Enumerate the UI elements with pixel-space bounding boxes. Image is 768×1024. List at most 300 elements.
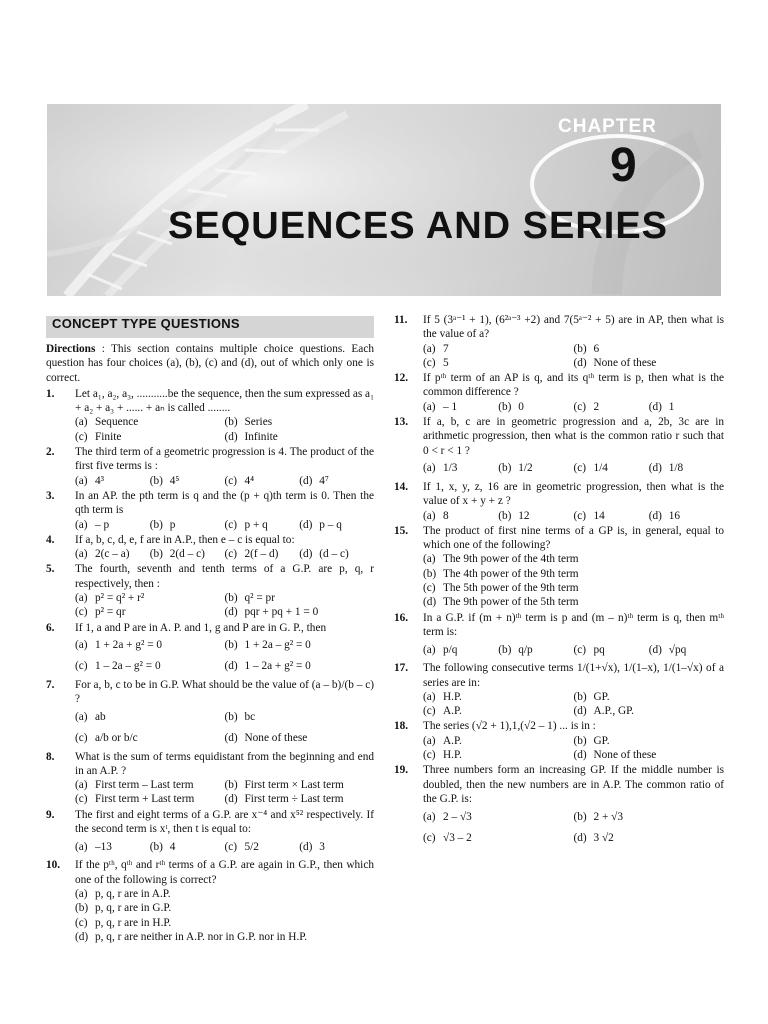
option — [75, 707, 225, 728]
option — [299, 547, 374, 561]
question-text: Three numbers form an increasing GP. If the middle number is doubled, then the new numbers are in A.P. The common ratio of the G.P. is: — [423, 764, 724, 805]
option-letter: (c) — [75, 430, 88, 443]
question — [394, 763, 724, 848]
option-letter: (d) — [224, 660, 238, 673]
option — [150, 474, 225, 488]
option-letter: (d) — [573, 749, 587, 762]
option-letter: (c) — [573, 462, 587, 475]
option-letter: (b) — [573, 690, 587, 703]
option-letter: (d) — [648, 509, 662, 522]
option-text: 2 – √3 — [443, 810, 472, 823]
option — [423, 827, 574, 848]
option-list — [75, 415, 374, 444]
question — [394, 313, 724, 370]
option — [75, 930, 374, 944]
option-letter: (a) — [423, 553, 436, 566]
option-text: 4⁷ — [319, 474, 329, 487]
left-question-list — [46, 387, 374, 944]
option-letter: (d) — [648, 400, 662, 413]
option — [649, 458, 724, 479]
option — [225, 591, 375, 605]
option-letter: (d) — [224, 430, 238, 443]
option — [75, 778, 225, 792]
option-letter: (b) — [224, 779, 238, 792]
question-text: If the pᵗʰ, qᵗʰ and rᵗʰ terms of a G.P. are again in G.P., then which one of the following is correct? — [75, 859, 374, 886]
option-text: Infinite — [244, 430, 278, 443]
section-heading: CONCEPT TYPE QUESTIONS — [46, 316, 374, 338]
option-letter: (c) — [423, 749, 436, 762]
option-list — [423, 639, 724, 660]
option — [75, 916, 374, 930]
question-number: 18. — [394, 720, 409, 733]
option — [75, 547, 150, 561]
option-list — [423, 509, 724, 523]
option-letter: (c) — [423, 831, 436, 844]
question-text: The first and eight terms of a G.P. are x⁻⁴ and x⁵² respectively. If the second term is xᵗ, then t is equal to: — [75, 808, 374, 836]
option — [574, 704, 725, 718]
option-letter: (b) — [498, 643, 512, 656]
question-number: 3. — [46, 489, 55, 502]
question — [46, 750, 374, 807]
option-list — [75, 547, 374, 561]
option — [75, 728, 225, 749]
option-letter: (a) — [75, 548, 88, 561]
question-text: In an AP. the pth term is q and the (p + q)th term is 0. Then the qth term is — [75, 489, 374, 517]
option-text: – p — [95, 518, 110, 531]
option-text: (d – c) — [319, 548, 349, 561]
option-letter: (a) — [423, 734, 436, 747]
option-letter: (c) — [573, 509, 587, 522]
option — [75, 474, 150, 488]
option-letter: (a) — [75, 518, 88, 531]
option — [574, 806, 725, 827]
option — [75, 415, 225, 429]
question — [46, 445, 374, 488]
chapter-number: 9 — [610, 139, 637, 192]
option — [225, 518, 300, 532]
question — [394, 371, 724, 414]
option-text: p + q — [244, 518, 268, 531]
option — [498, 458, 573, 479]
option — [574, 458, 649, 479]
option-letter: (b) — [149, 518, 163, 531]
option-text: p – q — [319, 518, 342, 531]
option — [75, 591, 225, 605]
option-letter: (b) — [149, 474, 163, 487]
option-letter: (a) — [75, 592, 88, 605]
option-text: 3 √2 — [593, 831, 614, 844]
option-text: p — [169, 518, 176, 531]
option-text: GP. — [593, 734, 610, 747]
option-letter: (c) — [423, 582, 436, 595]
option-letter: (a) — [75, 840, 88, 853]
option-letter: (b) — [149, 840, 163, 853]
question-number: 13. — [394, 416, 409, 429]
option-letter: (b) — [224, 592, 238, 605]
question-text: In a G.P. if (m + n)ᵗʰ term is p and (m – n)ᵗʰ term is q, then mᵗʰ term is: — [423, 611, 724, 638]
question-text: If 5 (3ᵃ⁻¹ + 1), (6²ᵃ⁻³ +2) and 7(5ᵃ⁻² + 5) are in AP, then what is the value of a? — [423, 314, 724, 341]
option — [649, 509, 724, 523]
option-text: – 1 — [443, 400, 458, 413]
option-letter: (c) — [224, 474, 238, 487]
option-list — [423, 400, 724, 414]
question-text: The product of first nine terms of a GP is, in general, equal to which one of the following? — [423, 524, 724, 552]
chapter-label: CHAPTER — [558, 116, 657, 137]
option-text: p, q, r are in A.P. — [95, 887, 171, 900]
option-letter: (b) — [573, 342, 587, 355]
option-text: 1/8 — [668, 462, 684, 475]
option-text: p/q — [443, 643, 458, 656]
question-text: The following consecutive terms 1/(1+√x), 1/(1–x), 1/(1–√x) of a series are in: — [423, 662, 724, 689]
option — [574, 356, 725, 370]
option-list — [75, 778, 374, 807]
option-letter: (d) — [224, 606, 238, 619]
option-text: √pq — [668, 643, 687, 656]
question-number: 19. — [394, 764, 409, 777]
option-text: The 4th power of the 9th term — [443, 567, 579, 580]
directions-text: : This section contains multiple choice questions. Each question has four choices (a), (b), (c) and (d), out of which only one is correct. — [46, 343, 374, 384]
question — [46, 621, 374, 677]
option — [75, 605, 225, 619]
option-text: 1/4 — [593, 462, 608, 475]
option-letter: (a) — [423, 342, 436, 355]
option-text: p, q, r are in G.P. — [95, 902, 172, 915]
option-text: p² = qr — [95, 606, 126, 619]
option — [225, 728, 375, 749]
option — [225, 605, 375, 619]
option — [574, 509, 649, 523]
option-text: 2(d – c) — [169, 548, 205, 561]
option-list — [75, 635, 374, 677]
option-letter: (a) — [423, 509, 436, 522]
option-letter: (a) — [75, 639, 88, 652]
option-letter: (c) — [224, 840, 238, 853]
option-text: 2(f – d) — [244, 548, 279, 561]
option — [225, 836, 300, 857]
question-text: For a, b, c to be in G.P. What should be the value of (a – b)/(b – c) ? — [75, 678, 374, 706]
option-text: 2 + √3 — [593, 810, 624, 823]
option-letter: (b) — [498, 509, 512, 522]
option-text: Series — [244, 416, 273, 429]
question-number: 12. — [394, 372, 409, 385]
question-number: 4. — [46, 533, 55, 546]
option — [423, 356, 574, 370]
question — [46, 858, 374, 944]
option — [423, 806, 574, 827]
option-text: 1 – 2a – g² = 0 — [95, 660, 161, 673]
option — [423, 595, 724, 609]
option-letter: (b) — [573, 810, 587, 823]
option — [423, 704, 574, 718]
right-question-list — [394, 313, 724, 848]
option — [150, 547, 225, 561]
question-number: 8. — [46, 750, 55, 763]
option-list — [75, 707, 374, 749]
option-letter: (d) — [299, 840, 313, 853]
option-letter: (c) — [75, 916, 88, 929]
option-text: A.P. — [443, 734, 462, 747]
option-text: 1/2 — [518, 462, 533, 475]
question-number: 5. — [46, 563, 55, 576]
question-text: Let a₁, a₂, a₃, ...........be the sequence, then the sum expressed as a₁ + a₂ + a₃ + ...... + aₙ is called ........ — [75, 387, 375, 415]
option-text: 5/2 — [244, 840, 259, 853]
option — [574, 639, 649, 660]
option-letter: (d) — [648, 643, 662, 656]
option — [498, 639, 573, 660]
option-text: 2 — [593, 400, 600, 413]
option-letter: (a) — [423, 810, 436, 823]
question-number: 2. — [46, 446, 55, 459]
option-letter: (b) — [423, 567, 437, 580]
option-letter: (c) — [224, 548, 238, 561]
option-text: A.P., GP. — [593, 705, 634, 718]
option-list — [423, 458, 724, 479]
option-letter: (c) — [75, 606, 88, 619]
option-list — [423, 342, 724, 371]
question — [394, 415, 724, 479]
option-list — [75, 591, 374, 620]
option-text: q/p — [518, 643, 533, 656]
option — [574, 690, 725, 704]
option — [423, 734, 574, 748]
option-text: 4³ — [95, 474, 105, 487]
directions — [46, 342, 374, 385]
question-text: If a, b, c are in geometric progression and a, 2b, 3c are in arithmetic progression, then what is the common ratio r such that 0 < r < 1 ? — [423, 416, 724, 457]
question-number: 7. — [46, 678, 55, 691]
option-text: q² = pr — [244, 592, 275, 605]
option-letter: (d) — [573, 356, 587, 369]
option-letter: (a) — [75, 710, 88, 723]
option — [225, 430, 375, 444]
question-text: The third term of a geometric progression is 4. The product of the first five terms is : — [75, 446, 374, 473]
option-letter: (c) — [573, 400, 587, 413]
chapter-title: SEQUENCES AND SERIES — [168, 205, 669, 247]
option — [574, 827, 725, 848]
option-letter: (b) — [498, 400, 512, 413]
option — [225, 547, 300, 561]
option — [649, 639, 724, 660]
option — [574, 400, 649, 414]
question-number: 14. — [394, 480, 409, 493]
option-letter: (b) — [498, 462, 512, 475]
option — [299, 836, 374, 857]
option-text: –13 — [95, 840, 112, 853]
option — [649, 400, 724, 414]
option-text: ab — [95, 710, 106, 723]
option-text: √3 – 2 — [443, 831, 472, 844]
option-list — [75, 887, 374, 944]
option-letter: (c) — [75, 731, 88, 744]
option-letter: (a) — [75, 887, 88, 900]
option — [498, 509, 573, 523]
option-text: 3 — [319, 840, 325, 853]
option-text: First term × Last term — [244, 779, 344, 792]
option-text: 16 — [668, 509, 681, 522]
option — [225, 635, 375, 656]
option-text: 4⁴ — [244, 474, 255, 487]
option-text: bc — [244, 710, 256, 723]
option — [423, 552, 724, 566]
question — [46, 808, 374, 858]
option-letter: (a) — [75, 474, 88, 487]
option-text: Sequence — [95, 416, 139, 429]
option-letter: (c) — [573, 643, 587, 656]
question-number: 15. — [394, 524, 409, 537]
option-text: p, q, r are in H.P. — [95, 916, 172, 929]
question-number: 1. — [46, 387, 55, 400]
option-letter: (c) — [423, 705, 436, 718]
option-text: 4 — [169, 840, 176, 853]
option-letter: (b) — [149, 548, 163, 561]
option — [225, 792, 375, 806]
option — [423, 567, 724, 581]
option-letter: (a) — [423, 400, 436, 413]
option-letter: (b) — [224, 710, 238, 723]
option — [225, 415, 375, 429]
option-letter: (d) — [573, 705, 587, 718]
option — [498, 400, 573, 414]
question-text: The series (√2 + 1),1,(√2 – 1) ... is in : — [423, 720, 596, 733]
option — [423, 581, 724, 595]
option-text: First term – Last term — [95, 779, 194, 792]
option — [225, 707, 375, 728]
question-number: 17. — [394, 662, 409, 675]
option-letter: (c) — [75, 793, 88, 806]
option — [423, 639, 498, 660]
option-list — [423, 734, 724, 763]
option-letter: (d) — [224, 731, 238, 744]
question — [46, 678, 374, 749]
option-list — [423, 690, 724, 719]
question-number: 10. — [46, 859, 61, 872]
option — [423, 748, 574, 762]
option-list — [75, 836, 374, 857]
question-text: If pᵗʰ term of an AP is q, and its qᵗʰ term is p, then what is the common difference ? — [423, 372, 724, 399]
option-letter: (b) — [75, 902, 89, 915]
option-text: H.P. — [443, 749, 462, 762]
option — [75, 792, 225, 806]
question-number: 11. — [394, 314, 408, 326]
option-text: The 9th power of the 4th term — [443, 553, 579, 566]
directions-label: Directions — [46, 343, 96, 355]
option-text: 5 — [443, 356, 449, 369]
option-text: None of these — [593, 749, 657, 762]
question — [46, 387, 374, 444]
option — [75, 656, 225, 677]
question — [394, 719, 724, 762]
option-letter: (a) — [75, 416, 88, 429]
option-letter: (d) — [648, 462, 662, 475]
option-text: GP. — [593, 690, 610, 703]
option-text: 1/3 — [443, 462, 458, 475]
question-number: 16. — [394, 611, 409, 624]
question-text: If 1, a and P are in A. P. and 1, g and P are in G. P., then — [75, 621, 327, 634]
option-text: p, q, r are neither in A.P. nor in G.P. nor in H.P. — [95, 930, 308, 943]
option — [574, 342, 725, 356]
question — [46, 489, 374, 532]
option-text: pqr + pq + 1 = 0 — [244, 606, 319, 619]
option-list — [423, 552, 724, 609]
option — [75, 887, 374, 901]
question — [394, 480, 724, 523]
option-text: pq — [593, 643, 605, 656]
option — [225, 778, 375, 792]
option — [225, 474, 300, 488]
option-letter: (d) — [299, 474, 313, 487]
option-text: 8 — [443, 509, 449, 522]
option-text: None of these — [244, 731, 308, 744]
option — [75, 635, 225, 656]
option-text: 0 — [518, 400, 524, 413]
option-text: 1 + 2a – g² = 0 — [244, 639, 311, 652]
option — [423, 690, 574, 704]
option-text: The 9th power of the 5th term — [443, 596, 579, 609]
option-text: 6 — [593, 342, 600, 355]
option-text: 1 + 2a + g² = 0 — [95, 639, 163, 652]
option-letter: (b) — [573, 734, 587, 747]
option-letter: (b) — [224, 639, 238, 652]
option-letter: (d) — [299, 518, 313, 531]
option-text: 7 — [443, 342, 449, 355]
option-text: None of these — [593, 356, 657, 369]
option-text: 12 — [518, 509, 530, 522]
option-letter: (c) — [224, 518, 238, 531]
option-list — [75, 474, 374, 488]
option — [299, 518, 374, 532]
option-text: p² = q² + r² — [95, 592, 145, 605]
option-letter: (a) — [423, 643, 436, 656]
option-text: a/b or b/c — [95, 731, 138, 744]
question-number: 6. — [46, 621, 55, 634]
option — [75, 430, 225, 444]
question — [394, 611, 724, 661]
option — [423, 400, 498, 414]
option — [150, 518, 225, 532]
option — [75, 836, 150, 857]
question-number: 9. — [46, 808, 55, 821]
option-list — [75, 518, 374, 532]
option — [574, 734, 725, 748]
option-list — [423, 806, 724, 848]
option-letter: (c) — [75, 660, 88, 673]
option — [75, 901, 374, 915]
option — [423, 458, 498, 479]
question-text: If a, b, c, d, e, f are in A.P., then e – c is equal to: — [75, 533, 295, 546]
option-text: H.P. — [443, 690, 462, 703]
option-letter: (a) — [423, 690, 436, 703]
option-letter: (a) — [75, 779, 88, 792]
option-text: Finite — [95, 430, 122, 443]
option — [423, 509, 498, 523]
option-text: 1 — [668, 400, 675, 413]
question — [394, 524, 724, 610]
option-text: First term + Last term — [95, 793, 195, 806]
option — [225, 656, 375, 677]
option-letter: (a) — [423, 462, 436, 475]
option-text: 1 – 2a + g² = 0 — [244, 660, 311, 673]
question — [46, 533, 374, 562]
option-letter: (d) — [224, 793, 238, 806]
option — [299, 474, 374, 488]
option — [574, 748, 725, 762]
question-text: The fourth, seventh and tenth terms of a G.P. are p, q, r respectively, then : — [75, 563, 374, 590]
question — [46, 562, 374, 619]
option-text: First term ÷ Last term — [244, 793, 344, 806]
option-text: A.P. — [443, 705, 462, 718]
option — [75, 518, 150, 532]
right-column — [394, 312, 724, 848]
option-text: 2(c – a) — [95, 548, 130, 561]
